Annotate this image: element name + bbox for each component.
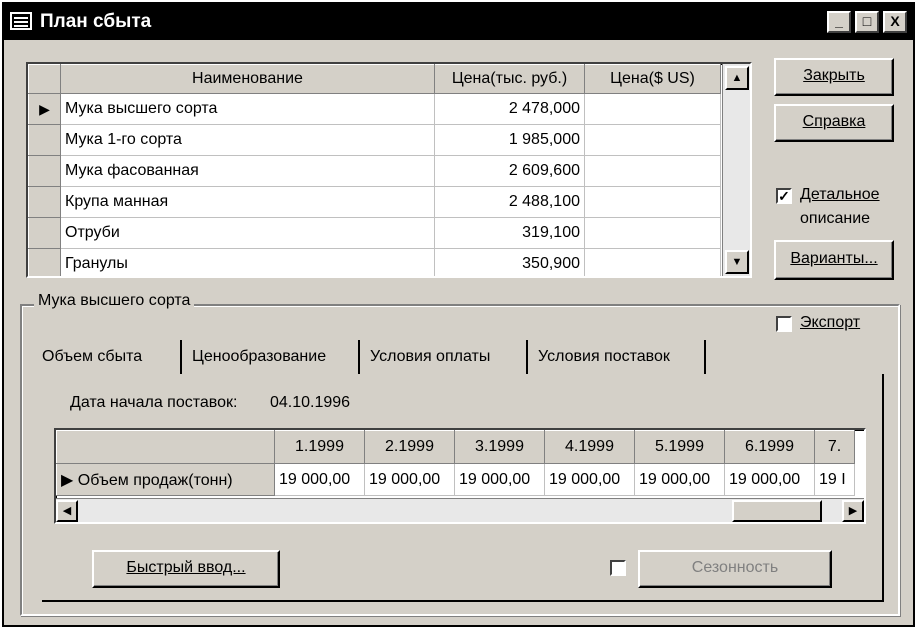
detail-description-label-line1: Детальное (800, 186, 880, 203)
seasonality-checkbox[interactable] (610, 560, 626, 576)
sales-row-label: Объем продаж(тонн) (77, 471, 233, 489)
delivery-start-value: 04.10.1996 (270, 394, 351, 411)
sales-column-header[interactable]: 7. (815, 431, 855, 464)
delivery-start-label: Дата начала поставок: (70, 394, 238, 411)
row-pointer-icon: ▶ (61, 471, 74, 489)
sales-horizontal-scrollbar[interactable] (56, 498, 864, 522)
column-header-price-rub[interactable]: Цена(тыс. руб.) (435, 65, 585, 94)
price-rub-cell[interactable]: 350,900 (435, 249, 585, 279)
scroll-up-arrow-icon[interactable]: ▲ (725, 66, 749, 90)
sales-value-cell[interactable]: 19 000,00 (725, 464, 815, 496)
price-usd-cell[interactable] (585, 187, 721, 218)
sales-volume-grid[interactable] (54, 428, 866, 524)
price-rub-cell[interactable]: 319,100 (435, 218, 585, 249)
plan-sales-window (2, 2, 915, 627)
help-button[interactable]: Справка (774, 104, 894, 142)
close-button[interactable]: Закрыть (774, 58, 894, 96)
row-indicator (29, 187, 61, 218)
product-name-cell[interactable]: Отруби (61, 218, 435, 249)
scroll-thumb[interactable] (732, 500, 822, 522)
sales-column-header[interactable]: 3.1999 (455, 431, 545, 464)
row-indicator (29, 125, 61, 156)
sales-value-cell[interactable]: 19 000,00 (365, 464, 455, 496)
sales-column-header[interactable]: 6.1999 (725, 431, 815, 464)
tab-payment-terms[interactable] (370, 340, 528, 374)
column-header-name[interactable]: Наименование (61, 65, 435, 94)
row-indicator (29, 218, 61, 249)
seasonality-button[interactable]: Сезонность (638, 550, 832, 588)
current-row-pointer-icon: ▶ (29, 94, 61, 125)
price-rub-cell[interactable]: 2 478,000 (435, 94, 585, 125)
sales-column-header[interactable]: 5.1999 (635, 431, 725, 464)
detail-description-checkbox[interactable]: ✓ (776, 188, 792, 204)
price-usd-cell[interactable] (585, 218, 721, 249)
maximize-button[interactable]: □ (855, 11, 879, 33)
sales-value-cell[interactable]: 19 000,00 (455, 464, 545, 496)
tab-label: Условия поставок (538, 348, 670, 365)
column-header-price-usd[interactable]: Цена($ US) (585, 65, 721, 94)
product-row[interactable] (29, 249, 721, 279)
product-row[interactable] (29, 218, 721, 249)
scroll-right-arrow-icon[interactable]: ▶ (842, 500, 864, 522)
product-name-cell[interactable]: Мука 1-го сорта (61, 125, 435, 156)
tab-sales-volume[interactable] (42, 340, 182, 374)
product-row[interactable] (29, 125, 721, 156)
tab-label: Ценообразование (192, 348, 327, 365)
product-row[interactable] (29, 156, 721, 187)
variants-button[interactable]: Варианты... (774, 240, 894, 280)
group-title: Мука высшего сорта (34, 292, 194, 310)
app-icon (10, 12, 32, 30)
price-rub-cell[interactable]: 1 985,000 (435, 125, 585, 156)
price-usd-cell[interactable] (585, 125, 721, 156)
sales-value-cell[interactable]: 19 000,00 (545, 464, 635, 496)
sales-column-header[interactable]: 4.1999 (545, 431, 635, 464)
tab-pricing[interactable] (192, 340, 360, 374)
sales-value-cell[interactable]: 19 I (815, 464, 855, 496)
export-checkbox[interactable] (776, 316, 792, 332)
product-row[interactable] (29, 187, 721, 218)
sales-column-header[interactable]: 1.1999 (275, 431, 365, 464)
sales-column-header[interactable]: 2.1999 (365, 431, 455, 464)
scroll-down-arrow-icon[interactable]: ▼ (725, 250, 749, 274)
quick-input-button[interactable]: Быстрый ввод... (92, 550, 280, 588)
close-window-button[interactable]: X (883, 11, 907, 33)
tab-label: Условия оплаты (370, 348, 491, 365)
tab-delivery-terms[interactable] (538, 340, 706, 374)
tab-label: Объем сбыта (42, 348, 143, 365)
price-usd-cell[interactable] (585, 156, 721, 187)
sales-corner-header (57, 431, 275, 464)
window-title: План сбыта (40, 11, 152, 32)
price-rub-cell[interactable]: 2 609,600 (435, 156, 585, 187)
product-row[interactable] (29, 94, 721, 125)
products-vertical-scrollbar[interactable] (722, 64, 750, 276)
price-rub-cell[interactable]: 2 488,100 (435, 187, 585, 218)
price-usd-cell[interactable] (585, 249, 721, 279)
product-name-cell[interactable]: Мука высшего сорта (61, 94, 435, 125)
row-indicator (29, 249, 61, 279)
sales-value-cell[interactable]: 19 000,00 (635, 464, 725, 496)
row-indicator (29, 156, 61, 187)
products-grid[interactable] (26, 62, 752, 278)
scroll-left-arrow-icon[interactable]: ◀ (56, 500, 78, 522)
title-bar (4, 4, 913, 40)
product-name-cell[interactable]: Гранулы (61, 249, 435, 279)
price-usd-cell[interactable] (585, 94, 721, 125)
minimize-button[interactable]: _ (827, 11, 851, 33)
sales-value-cell[interactable]: 19 000,00 (275, 464, 365, 496)
export-label: Экспорт (800, 314, 861, 331)
row-indicator-header (29, 65, 61, 94)
sales-row-header (57, 464, 275, 496)
sales-row[interactable] (57, 464, 855, 496)
detail-description-label-line2: описание (800, 210, 871, 227)
product-name-cell[interactable]: Мука фасованная (61, 156, 435, 187)
product-name-cell[interactable]: Крупа манная (61, 187, 435, 218)
